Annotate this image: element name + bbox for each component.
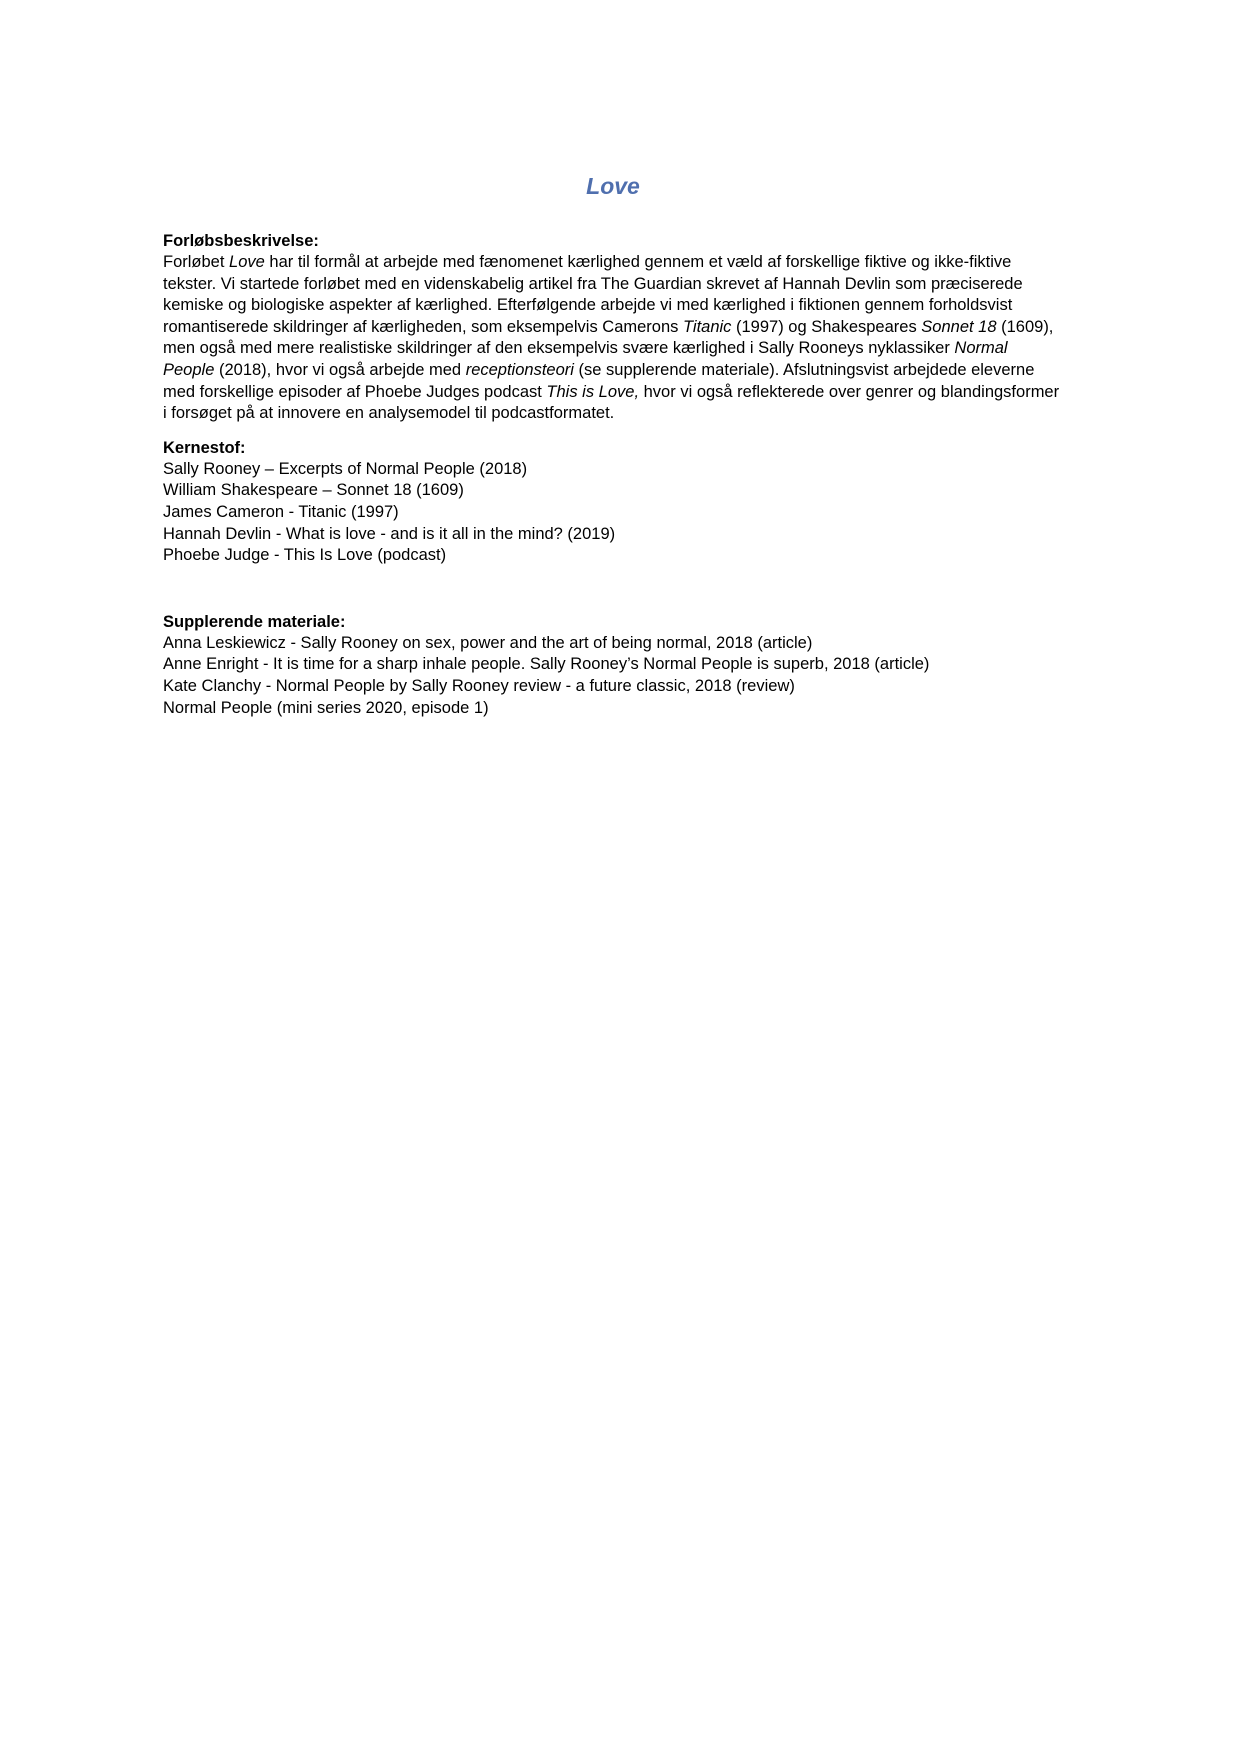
- description-text: hvor vi også reflekterede over genrer og blandingsformer i forsøget på at innovere en analysemodel til podcastformatet.: [163, 382, 1060, 423]
- supplementary-list-item: Normal People (mini series 2020, episode 1): [163, 698, 489, 717]
- supplementary-list-item: Anna Leskiewicz - Sally Rooney on sex, power and the art of being normal, 2018 (article): [163, 633, 813, 652]
- description-text: (1997) og Shakespeares: [731, 317, 922, 336]
- supplementary-list: [163, 633, 1063, 719]
- core-list-item: Phoebe Judge - This Is Love (podcast): [163, 546, 447, 565]
- document-title: Love: [586, 173, 640, 199]
- supplementary-section: [163, 611, 1063, 719]
- description-italic-text: This is Love,: [546, 382, 640, 401]
- core-heading: Kernestof:: [163, 438, 246, 457]
- description-text: (se supplerende materiale). Afslutningsvist arbejdede eleverne med forskellige episoder af Phoebe Judges podcast: [163, 360, 1035, 401]
- supplementary-heading: Supplerende materiale:: [163, 612, 346, 631]
- description-heading: Forløbsbeskrivelse:: [163, 232, 319, 250]
- core-list-item: Hannah Devlin - What is love - and is it all in the mind? (2019): [163, 524, 616, 543]
- core-list: [163, 459, 1063, 567]
- core-list-item: James Cameron - Titanic (1997): [163, 502, 399, 521]
- core-list-item: William Shakespeare – Sonnet 18 (1609): [163, 481, 464, 500]
- description-italic-text: receptionsteori: [465, 360, 574, 379]
- document-page: [163, 170, 1063, 731]
- description-italic-text: Love: [229, 253, 265, 271]
- core-section: [163, 437, 1063, 567]
- description-text: Forløbet: [163, 253, 230, 271]
- description-italic-text: Sonnet 18: [921, 317, 997, 336]
- description-paragraph: [163, 252, 1063, 425]
- description-text: (2018), hvor vi også arbejde med: [214, 360, 466, 379]
- description-text: (1609), men også med mere realistiske skildringer af den eksempelvis svære kærlighed i Sally Rooneys nyklassiker: [163, 317, 1054, 358]
- section-spacer: [163, 579, 1063, 611]
- description-section: [163, 230, 1063, 425]
- description-italic-text: Normal People: [163, 339, 1008, 379]
- core-list-item: Sally Rooney – Excerpts of Normal People (2018): [163, 459, 528, 478]
- supplementary-list-item: Kate Clanchy - Normal People by Sally Rooney review - a future classic, 2018 (review): [163, 676, 795, 695]
- supplementary-list-item: Anne Enright - It is time for a sharp inhale people. Sally Rooney’s Normal People is superb, 2018 (article): [163, 655, 930, 674]
- description-italic-text: Titanic: [682, 317, 732, 336]
- description-text: har til formål at arbejde med fænomenet kærlighed gennem et væld af forskellige fiktive og ikke-fiktive tekster. Vi startede forløbet med en videnskabelig artikel fra The Guardian skrevet af Hannah Devlin som præciserede kemiske og biologiske aspekter af kærlighed. Efterfølgende arbejde vi med kærlighed i fiktionen gennem forholdsvist romantiserede skildringer af kærligheden, som eksempelvis Camerons: [163, 253, 1023, 336]
